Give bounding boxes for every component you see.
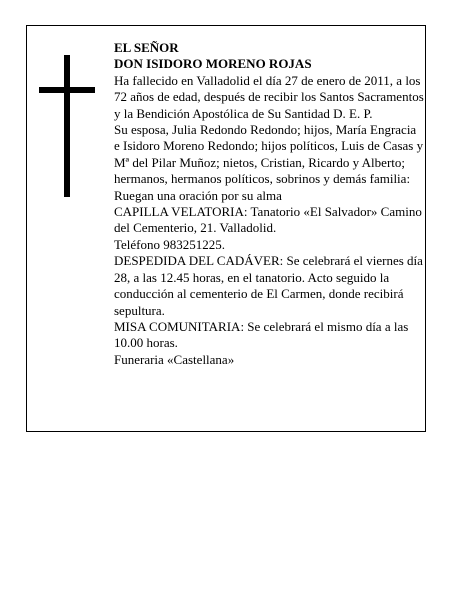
cross-vertical-bar <box>64 55 70 197</box>
obituary-text <box>114 40 424 368</box>
obituary-paragraph-phone: Teléfono 983251225. <box>114 236 226 252</box>
obituary-paragraph-family: Su esposa, Julia Redondo Redondo; hijos, María Engracia e Isidoro Moreno Redondo; hijos políticos, Luis de Casas y Mª del Pilar Muñoz; nietos, Cristian, Ricardo y Alberto; hermanos, hermanos políticos, sobrinos y demás familia: <box>114 122 424 187</box>
obituary-paragraph-mass: MISA COMUNITARIA: Se celebrará el mismo día a las 10.00 horas. <box>114 318 409 351</box>
latin-cross-icon <box>39 55 95 197</box>
obituary-heading-name: DON ISIDORO MORENO ROJAS <box>114 56 312 72</box>
obituary-paragraph-death: Ha fallecido en Valladolid el día 27 de enero de 2011, a los 72 años de edad, después de recibir los Santos Sacramentos y la Bendición Apostólica de Su Santidad D. E. P. <box>114 72 424 121</box>
obituary-paragraph-funeral-home: Funeraria «Castellana» <box>114 351 235 367</box>
cross-horizontal-bar <box>39 87 95 93</box>
obituary-paragraph-farewell: DESPEDIDA DEL CADÁVER: Se celebrará el viernes día 28, a las 12.45 horas, en el tanatorio. Acto seguido la conducción al cementerio de El Carmen, donde recibirá sepultura. <box>114 253 423 318</box>
obituary-heading-title: EL SEÑOR <box>114 40 179 55</box>
obituary-paragraph-chapel: CAPILLA VELATORIA: Tanatorio «El Salvador» Camino del Cementerio, 21. Valladolid. <box>114 204 422 236</box>
obituary-paragraph-prayer: Ruegan una oración por su alma <box>114 187 282 203</box>
